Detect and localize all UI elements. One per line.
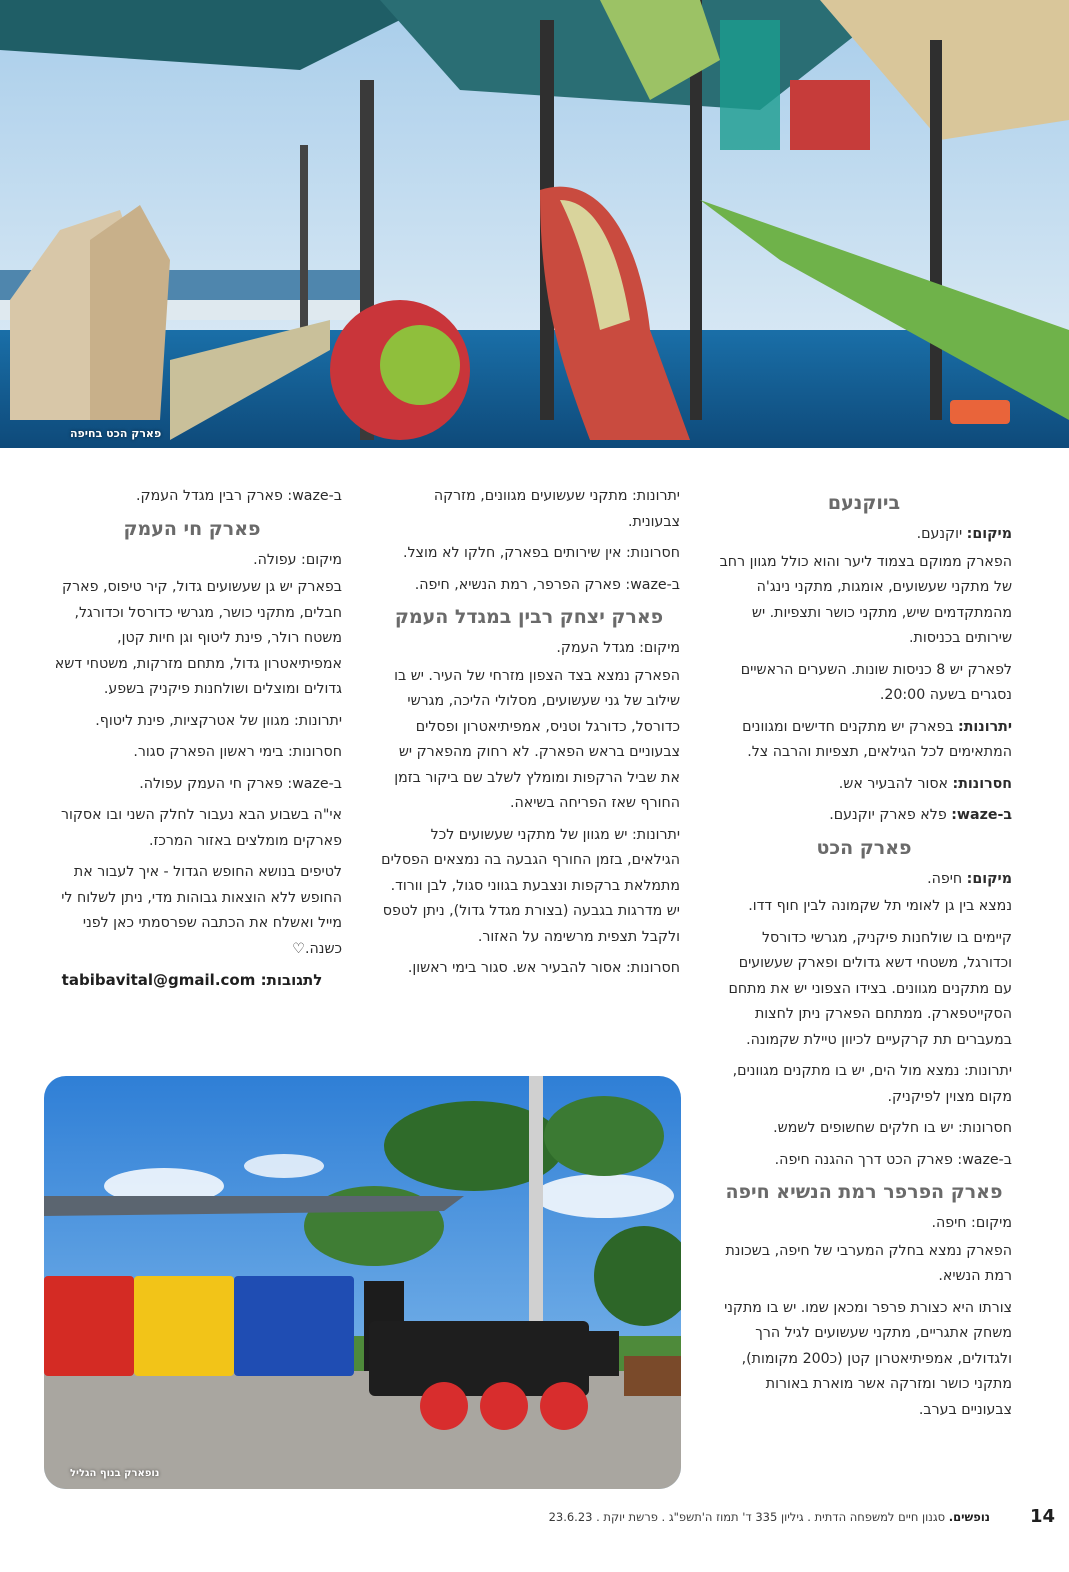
location-line (716, 867, 1012, 893)
advantages-line: יתרונות: מתקני שעשועים מגוונים, מזרקה צבעונית. (433, 488, 680, 530)
section-title-hecht-park: פארק הכט (816, 836, 912, 859)
location-line: מיקום: עפולה. (253, 551, 342, 568)
disadvantages-text: אסור להבעיר אש. (838, 775, 949, 792)
bottom-photo (44, 1076, 681, 1489)
train-illustration (44, 1076, 681, 1489)
contact-email-link[interactable]: tabibavital@gmail.com (61, 971, 256, 989)
footer (470, 1510, 990, 1524)
disadvantages-line: חסרונות: יש בו חלקים שחשופים לשמש. (773, 1120, 1012, 1136)
paragraph: הפארק נמצא בצד הצפון מזרחי של העיר. יש בו שילוב של גני שעשועים, מסלולי הליכה, מגרשי כדורסל, כדורגל וטניס, אמפיתיאטרון ופסלים צבעוניים בראש הפארק. לא רחוק מהפארק יש את שביל הרקפות ומומלץ לשלב שם ביקור בזמן החורף שאז הפריחה בשיאה. (394, 667, 680, 811)
left-column (42, 484, 342, 994)
section-title-rabin-park: פארק יצחק רבין במגדל העמק (394, 606, 664, 628)
advantages-line: יתרונות: נמצא מול הים, יש בו מתקנים מגוונים, מקום מצוין לפיקניק. (732, 1063, 1012, 1105)
waze-line: ב-waze: פארק רבין מגדל העמק. (136, 488, 342, 504)
page-number: 14 (1030, 1506, 1056, 1527)
contact-label: לתגובות: (260, 971, 323, 989)
paragraph: הפארק נמצא בחלק המערבי של חיפה, בשכונת רמת הנשיא. (725, 1242, 1012, 1284)
paragraph: הפארק ממוקם בצמוד ליער והוא כולל מגוון רחב של מתקני שעשועים, אומגות, מתקני נינג'ה מהמתקדמים שיש, מתקני כושר ותצפיות. יש שירותים בכניסות. (719, 553, 1012, 646)
disadvantages-line: חסרונות: בימי ראשון הפארק סגור. (133, 744, 342, 760)
paragraph: צורתו היא כצורת פרפר ומכאן שמו. יש בו מתקני משחק אתגריים, מתקני שעשועים לגיל הרך ולגדולים, אמפיתיאטרון קטן (כ200 מקומות), מתקני כושר ומזרקה אשר מוארת באורות צבעוניים בערב. (724, 1299, 1012, 1418)
location-line: מיקום: חיפה. (931, 1215, 1012, 1231)
location-line: מיקום: מגדל העמק. (556, 640, 680, 656)
disadvantages-line: חסרונות: אין שירותים בפארק, חלקו לא מוצל. (402, 545, 680, 561)
paragraph: בפארק יש גן שעשועים גדול, קיר טיפוס, פארק חבלים, מתקני כושר, מגרשי כדורסל וכדורגל, משטח רולר, פינת ליטוף וגן חיות קטן, אמפיתיאטרון גדול, מתחם מזרקות, משטחי דשא גדולים ומוצלים ושולחנות פיקניק בשפע. (54, 579, 342, 697)
section-title-yokneam: ביוקנעם (827, 492, 901, 514)
disadvantages-line (716, 772, 1012, 798)
waze-line: ב-waze: פארק חי העמק עפולה. (139, 775, 342, 792)
waze-line: ב-waze: פארק הפרפר, רמת הנשיא, חיפה. (414, 576, 680, 593)
advantages-line (716, 715, 1012, 766)
waze-line: ב-waze: פארק הכט דרך ההגנה חיפה. (774, 1151, 1012, 1168)
magazine-brand: נופשים. (948, 1510, 990, 1524)
contact-line (42, 968, 342, 994)
bottom-photo-caption: נופארק בנוף הגליל (70, 1468, 160, 1479)
waze-label: ב-waze: (951, 807, 1012, 823)
section-title-butterfly-park: פארק הפרפר רמת הנשיא חיפה (725, 1181, 1003, 1203)
location-value: חיפה. (927, 870, 963, 887)
playground-illustration (0, 0, 1069, 448)
section-title-hai-haemek: פארק חי העמק (123, 517, 261, 540)
tips-text: לטיפים בנושא החופש הגדול - איך לעבור את החופש ללא הוצאות גבוהות מדי, ניתן לשלוח לי מייל ואשלח את הכתבה שפרסמתי כאן לפני כשנה. (61, 864, 342, 957)
waze-text: פלא פארק יוקנעם. (829, 807, 947, 823)
top-photo-caption: פארק הכט בחיפה (70, 427, 162, 440)
middle-column (378, 484, 680, 988)
location-line (716, 522, 1012, 548)
disadvantages-label: חסרונות: (952, 775, 1012, 792)
paragraph: נמצא בין גן לאומי תל שקמונה לבין חוף דדו. (748, 898, 1012, 914)
right-column (716, 484, 1012, 1429)
advantages-line: יתרונות: מגוון של אטרקציות, פינת ליטוף. (95, 712, 342, 729)
paragraph (42, 860, 342, 962)
advantages-label: יתרונות: (958, 718, 1012, 735)
advantages-text: בפארק יש מתקנים חדישים ומגוונים המתאימים לכל הגילאים, תצפיות והרבה צל. (742, 718, 1012, 760)
waze-line (716, 803, 1012, 829)
top-photo (0, 0, 1069, 448)
paragraph: אי"ה בשבוע הבא נעבור לחלק השני ובו אסקור פארקים מומלצים באזור המרכז. (60, 807, 342, 849)
location-label: מיקום: (966, 870, 1012, 887)
location-value: יוקנעם. (916, 526, 963, 542)
paragraph: קיימים בו שולחנות פיקניק, מגרשי כדורסל וכדורגל, משטחי דשא גדולים ופארק שעשועים עם מתקנים מגוונים. בצידו הצפוני יש את מתחם הסקייטפארק. ממתחם הפארק ניתן לחצות במעברים תת קרקעיים לכיוון טיילת שקמונה. (728, 929, 1012, 1048)
heart-icon: ♡ (292, 940, 305, 957)
paragraph: לפארק יש 8 כניסות שונות. השערים הראשיים נסגרים בשעה 20:00. (740, 661, 1012, 703)
disadvantages-line: חסרונות: אסור להבעיר אש. סגור בימי ראשון. (407, 960, 680, 976)
location-label: מיקום: (966, 526, 1012, 542)
issue-info: סגנון חיים למשפחה הדתית . גיליון 335 ד' תמוז ה'תשפ"ג . פרשת יוקת . 23.6.23 (548, 1510, 946, 1524)
advantages-line: יתרונות: יש מגוון של מתקני שעשועים לכל הגילאים, בזמן החורף הגבעה בה נמצאים הפסלים מתמלאת ברקפות ונצבעת בגווני סגול, לבן וורוד. יש מדרגות בגבעה (בצורת מגדל גדול), ניתן לטפס ולקבל תצפית מרשימה על האזור. (381, 826, 680, 945)
